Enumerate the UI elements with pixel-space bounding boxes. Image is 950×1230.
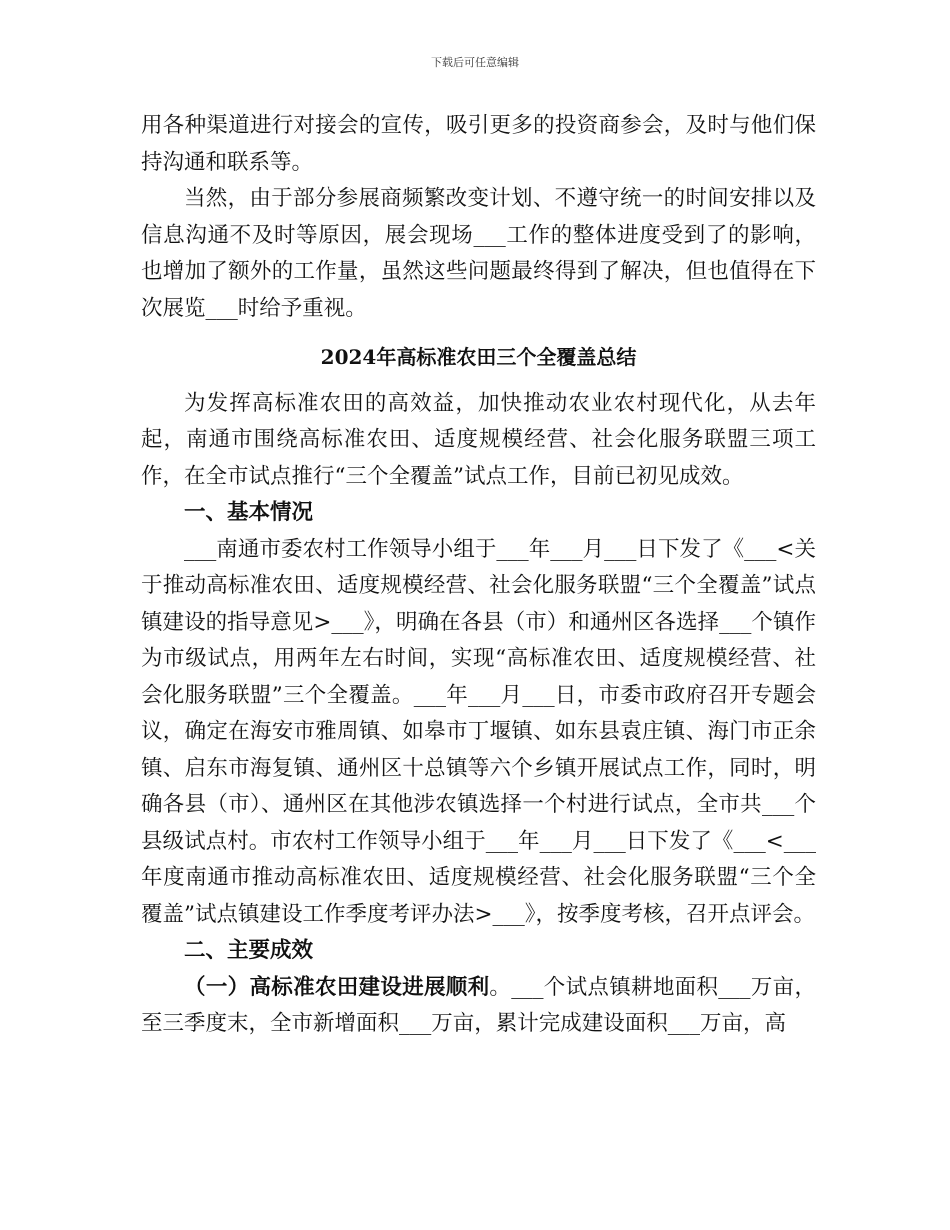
paragraph-5	[141, 970, 816, 1043]
document-title: 2024年高标准农田三个全覆盖总结	[320, 345, 637, 369]
page-header-note: 下载后可任意编辑	[431, 56, 519, 69]
section-heading-2: 二、主要成效	[184, 938, 314, 963]
document-body	[141, 108, 816, 1043]
paragraph-2: 当然，由于部分参展商频繁改变计划、不遵守统一的时间安排以及信息沟通不及时等原因，展会现场___工作的整体进度受到了的影响，也增加了额外的工作量，虽然这些问题最终得到了解决，但也值得在下次展览___时给予重视。	[141, 186, 816, 321]
subsection-heading: （一）高标准农田建设进展顺利	[184, 974, 490, 1000]
section-heading-1: 一、基本情况	[184, 500, 314, 525]
paragraph-1: 用各种渠道进行对接会的宣传，吸引更多的投资商参会，及时与他们保持沟通和联系等。	[141, 113, 816, 175]
paragraph-4: ___南通市委农村工作领导小组于___年___月___日下发了《___<关于推动高标准农田、适度规模经营、社会化服务联盟“三个全覆盖”试点镇建设的指导意见>___》，明确在各县（市）和通州区各选择___个镇作为市级试点，用两年左右时间，实现“高标准农田、适度规模经营、社会化服务联盟”三个全覆盖。___年___月___日，市委市政府召开专题会议，确定在海安市雅周镇、如皋市丁堰镇、如东县袁庄镇、海门市正余镇、启东市海复镇、通州区十总镇等六个乡镇开展试点工作，同时，明确各县（市）、通州区在其他涉农镇选择一个村进行试点，全市共___个县级试点村。市农村工作领导小组于___年___月___日下发了《___<___年度南通市推动高标准农田、适度规模经营、社会化服务联盟“三个全覆盖”试点镇建设工作季度考评办法>___》，按季度考核，召开点评会。	[141, 536, 816, 927]
paragraph-5-text: 。___个试点镇耕地面积___万亩，至三季度末，全市新增面积___万亩，累计完成建设面积___万亩，高	[141, 974, 816, 1036]
paragraph-3: 为发挥高标准农田的高效益，加快推动农业农村现代化，从去年起，南通市围绕高标准农田、适度规模经营、社会化服务联盟三项工作，在全市试点推行“三个全覆盖”试点工作，目前已初见成效。	[141, 390, 816, 489]
